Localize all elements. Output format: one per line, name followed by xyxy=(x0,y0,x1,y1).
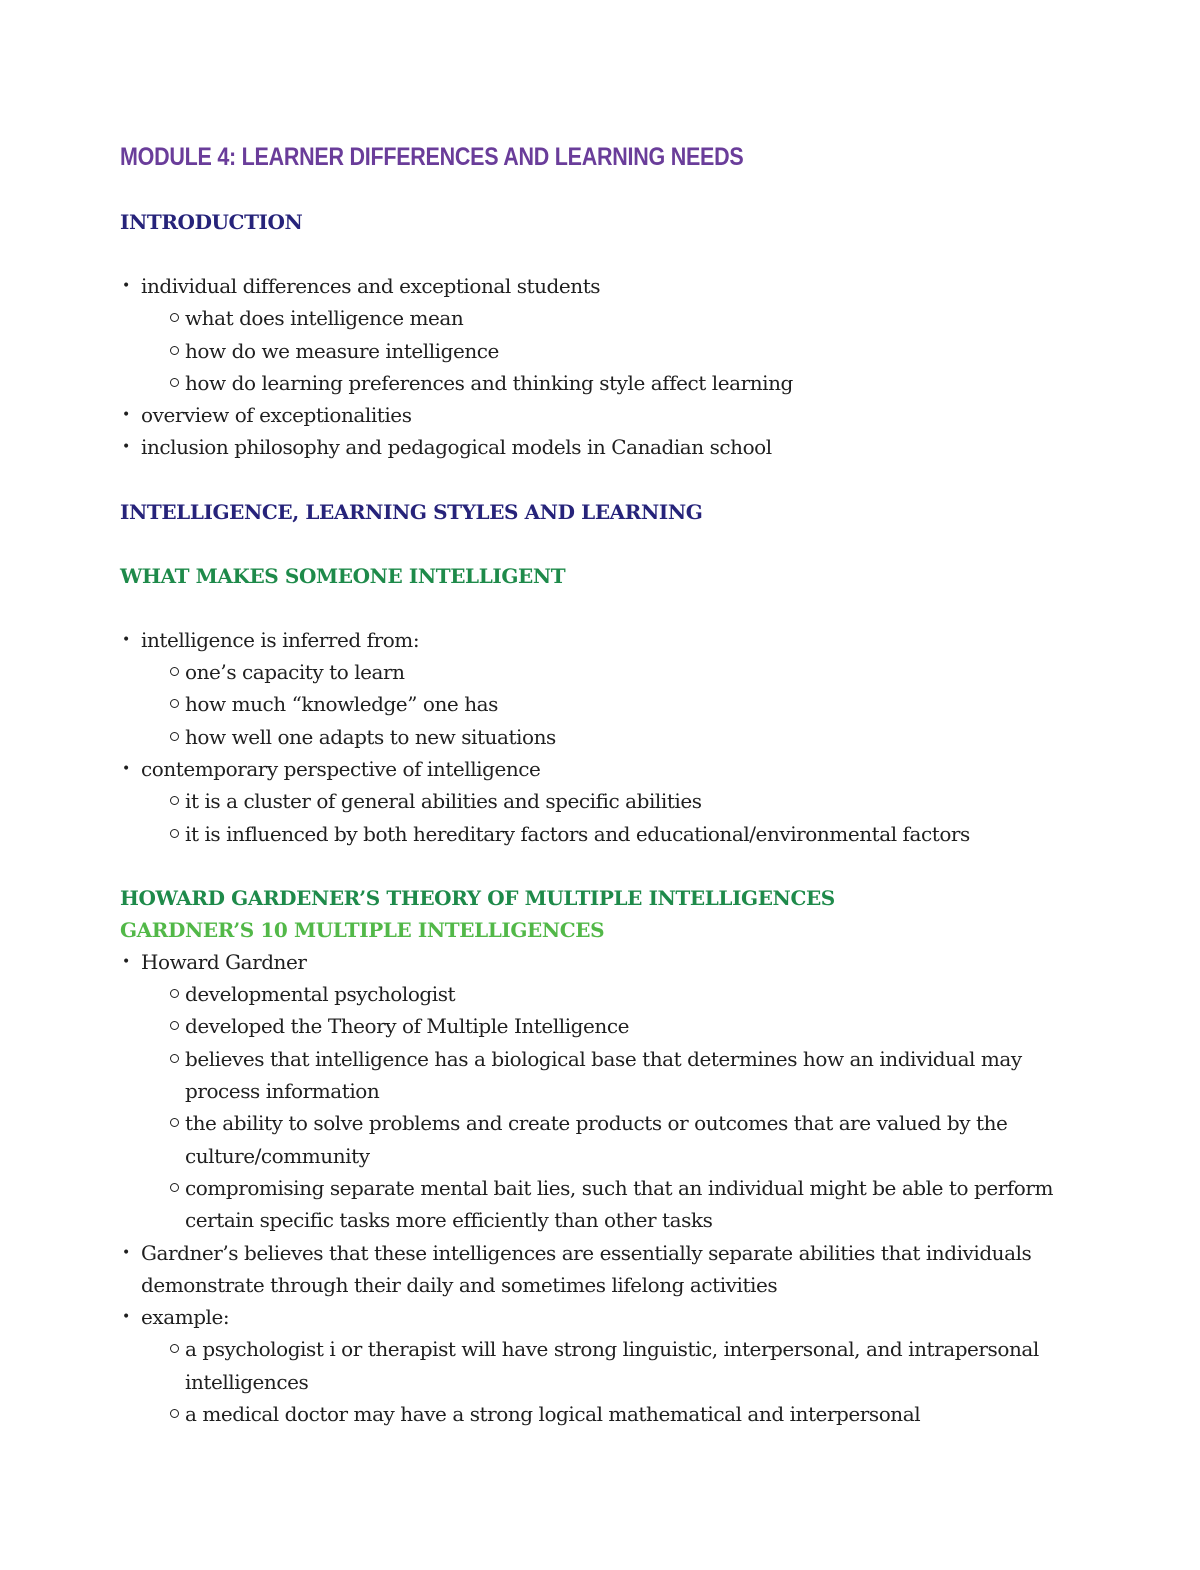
bullet-circle-icon xyxy=(170,346,179,355)
list-item: a medical doctor may have a strong logical mathematical and interpersonal xyxy=(120,1398,1080,1430)
document-page xyxy=(120,140,1080,1430)
list-item: it is a cluster of general abilities and specific abilities xyxy=(120,785,1080,817)
bullet-circle-icon xyxy=(170,796,179,805)
bullet-dot-icon: • xyxy=(122,631,130,648)
list-item: • Gardner’s believes that these intelligences are essentially separate abilities that individuals demonstrate through their daily and sometimes lifelong activities xyxy=(120,1237,1080,1302)
bullet-circle-icon xyxy=(170,699,179,708)
bullet-dot-icon: • xyxy=(122,1309,130,1326)
list-item: the ability to solve problems and create products or outcomes that are valued by the culture/community xyxy=(120,1107,1080,1172)
section-subheading-gardner-10: GARDNER’S 10 MULTIPLE INTELLIGENCES xyxy=(120,917,605,942)
bullet-dot-icon: • xyxy=(122,278,130,294)
bullet-dot-icon: • xyxy=(122,407,130,424)
bullet-circle-icon xyxy=(170,732,179,741)
bullet-circle-icon xyxy=(170,989,179,998)
list-item: a psychologist i or therapist will have strong linguistic, interpersonal, and intrapersonal intelligences xyxy=(120,1333,1080,1398)
list-item: how do learning preferences and thinking style affect learning xyxy=(120,367,1080,399)
bullet-circle-icon xyxy=(170,667,179,676)
introduction-list xyxy=(120,270,1080,464)
list-item: • Howard Gardner xyxy=(120,946,1080,978)
bullet-circle-icon xyxy=(170,829,179,838)
bullet-dot-icon: • xyxy=(122,953,130,970)
list-item: what does intelligence mean xyxy=(120,302,1080,334)
bullet-dot-icon: • xyxy=(122,439,130,456)
section-heading-gardner-theory: HOWARD GARDENER’S THEORY OF MULTIPLE INTELLIGENCES xyxy=(120,885,835,910)
bullet-circle-icon xyxy=(170,1344,179,1353)
list-item: • individual differences and exceptional students xyxy=(120,270,1080,302)
bullet-dot-icon: • xyxy=(122,1244,130,1261)
list-item: it is influenced by both hereditary factors and educational/environmental factors xyxy=(120,818,1080,850)
list-item: developed the Theory of Multiple Intelligence xyxy=(120,1010,1080,1042)
bullet-circle-icon xyxy=(170,1183,179,1192)
bullet-circle-icon xyxy=(170,1021,179,1030)
list-item: how do we measure intelligence xyxy=(120,335,1080,367)
intelligent-list xyxy=(120,624,1080,850)
module-title: MODULE 4: LEARNER DIFFERENCES AND LEARNING NEEDS xyxy=(120,143,744,171)
list-item: • intelligence is inferred from: xyxy=(120,624,1080,656)
section-heading-intelligent: WHAT MAKES SOMEONE INTELLIGENT xyxy=(120,563,566,588)
list-item: • inclusion philosophy and pedagogical models in Canadian school xyxy=(120,431,1080,463)
bullet-circle-icon xyxy=(170,1409,179,1418)
bullet-dot-icon: • xyxy=(122,760,130,777)
list-item: • example: xyxy=(120,1301,1080,1333)
list-item: • overview of exceptionalities xyxy=(120,399,1080,431)
list-item: compromising separate mental bait lies, such that an individual might be able to perform certain specific tasks more efficiently than other tasks xyxy=(120,1172,1080,1237)
list-item: believes that intelligence has a biological base that determines how an individual may process information xyxy=(120,1043,1080,1108)
bullet-circle-icon xyxy=(170,1054,179,1063)
gardner-list xyxy=(120,946,1080,1430)
list-item: developmental psychologist xyxy=(120,978,1080,1010)
section-heading-learning-styles: INTELLIGENCE, LEARNING STYLES AND LEARNING xyxy=(120,499,703,524)
list-item: • contemporary perspective of intelligence xyxy=(120,753,1080,785)
bullet-circle-icon xyxy=(170,313,179,322)
list-item: how much “knowledge” one has xyxy=(120,688,1080,720)
introduction-heading: INTRODUCTION xyxy=(120,210,303,234)
list-item: one’s capacity to learn xyxy=(120,656,1080,688)
bullet-circle-icon xyxy=(170,378,179,387)
bullet-circle-icon xyxy=(170,1118,179,1127)
list-item: how well one adapts to new situations xyxy=(120,721,1080,753)
